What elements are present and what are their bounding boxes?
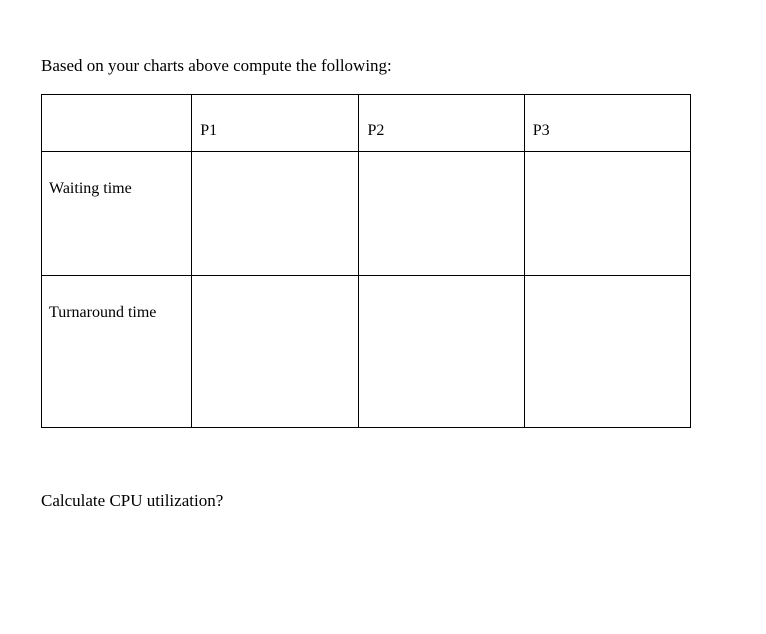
instruction-text: Based on your charts above compute the following: <box>41 56 392 75</box>
row-label-cell <box>42 152 192 276</box>
cpu-utilization-question: Calculate CPU utilization? <box>41 491 224 510</box>
answer-cell-waiting-p2[interactable] <box>359 152 524 276</box>
answer-cell-waiting-p1[interactable] <box>192 152 359 276</box>
row-label: Waiting time <box>49 180 132 197</box>
corner-cell <box>42 95 192 152</box>
table-row-waiting-time <box>42 152 691 276</box>
header-cell-p3 <box>524 95 690 152</box>
answer-cell-turnaround-p1[interactable] <box>192 276 359 428</box>
answer-cell-turnaround-p3[interactable] <box>524 276 690 428</box>
answer-cell-turnaround-p2[interactable] <box>359 276 524 428</box>
row-label: Turnaround time <box>49 304 157 321</box>
row-label-cell <box>42 276 192 428</box>
header-label: P1 <box>200 122 218 139</box>
answer-cell-waiting-p3[interactable] <box>524 152 690 276</box>
header-cell-p1 <box>192 95 359 152</box>
header-label: P2 <box>367 122 385 139</box>
header-label: P3 <box>532 122 550 139</box>
results-table <box>41 94 691 428</box>
header-cell-p2 <box>359 95 524 152</box>
table-header-row <box>42 95 691 152</box>
table-row-turnaround-time <box>42 276 691 428</box>
